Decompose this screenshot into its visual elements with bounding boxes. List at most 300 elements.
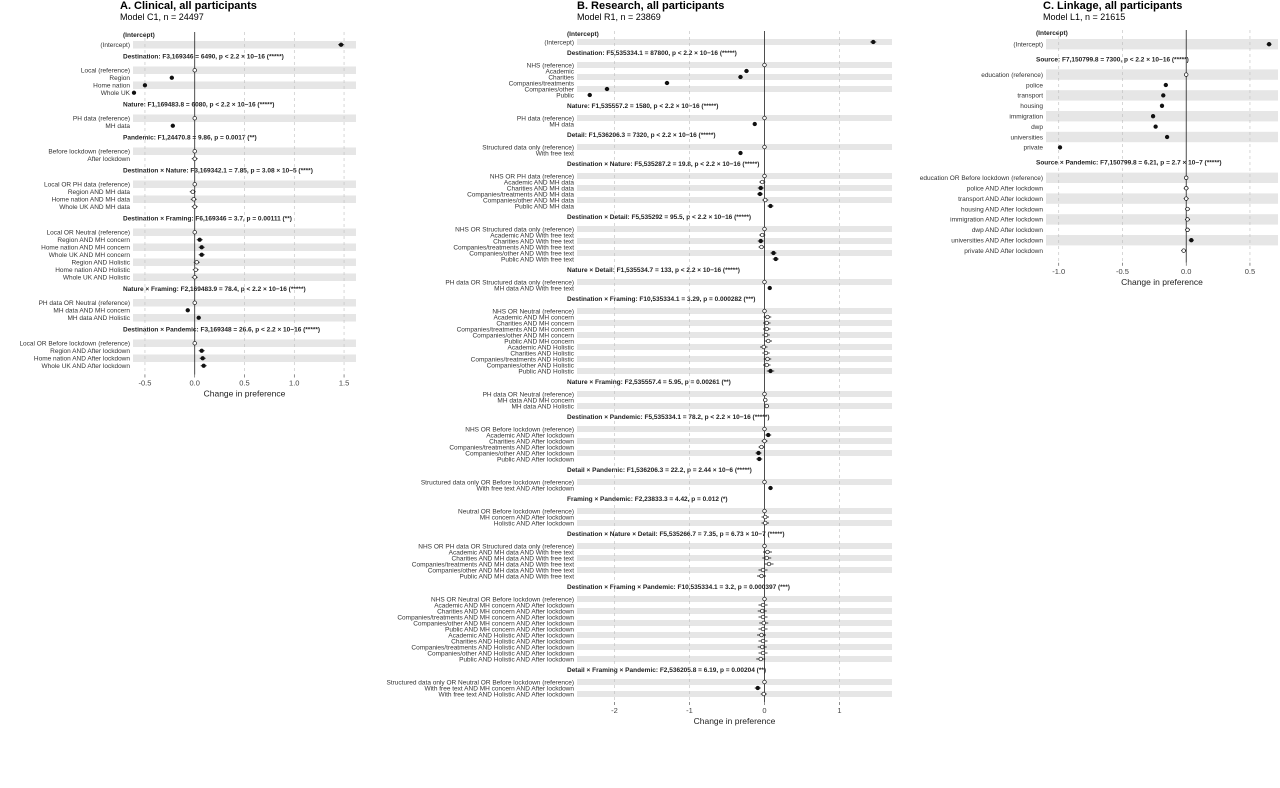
row-band: [577, 596, 892, 602]
estimate-point: [764, 351, 768, 355]
row-band: [577, 450, 892, 456]
estimate-point: [766, 357, 770, 361]
estimate-point: [195, 260, 199, 264]
row-band: [1046, 193, 1278, 203]
row-band: [577, 608, 892, 614]
row-label: Home nation AND After lockdown: [33, 355, 130, 363]
x-axis: [138, 375, 349, 399]
reference-point: [193, 68, 197, 72]
x-axis-title: Change in preference: [1121, 276, 1203, 287]
estimate-point: [761, 568, 765, 572]
estimate-point: [763, 515, 767, 519]
estimate-point: [753, 122, 757, 126]
group-header: Destination × Nature: F5,535287.2 = 19.8, p < 2.2 × 10−16 (*****): [567, 161, 760, 168]
row-label: Public AND MH data: [514, 203, 574, 211]
group-header: Nature × Framing: F2,169483.9 = 78.4, p < 2.2 × 10−16 (*****): [123, 286, 306, 293]
row-band: [577, 543, 892, 549]
row-bands: [1046, 39, 1278, 245]
row-label: Whole UK AND MH concern: [48, 252, 130, 260]
reference-point: [763, 309, 767, 313]
estimate-point: [588, 93, 592, 97]
group-header: Nature × Framing: F2,535557.4 = 5.95, p = 0.00261 (**): [567, 379, 731, 386]
row-label: Companies/treatments AND Holistic AND After lockdown: [411, 644, 574, 652]
group-header: Destination × Nature: F3,169342.1 = 7.85, p = 3.08 × 10−5 (****): [123, 167, 313, 175]
row-band: [577, 39, 892, 45]
row-label: PH data (reference): [72, 115, 130, 123]
estimate-point: [143, 83, 147, 87]
row-label: (Intercept): [1013, 41, 1043, 49]
tick-label: 0.5: [239, 378, 250, 388]
group-header: Destination: F5,535334.1 = 87800, p < 2.2 × 10−16 (*****): [567, 50, 737, 57]
estimate-point: [197, 316, 201, 320]
group-header: Source: F7,150799.8 = 7300, p < 2.2 × 10−16 (*****): [1036, 56, 1189, 64]
row-label: MH data: [105, 123, 130, 131]
row-label: Structured data only OR Neutral OR Before lockdown (reference): [386, 679, 574, 687]
group-header: Destination × Pandemic: F5,535334.1 = 78.2, p < 2.2 × 10−16 (*****): [567, 414, 770, 421]
group-header: Destination: F3,169346 = 6490, p < 2.2 × 10−16 (*****): [123, 53, 284, 61]
estimate-point: [1160, 104, 1164, 108]
group-header: (Intercept): [1036, 30, 1068, 37]
row-band: [577, 250, 892, 256]
row-band: [577, 567, 892, 573]
panel-title: A. Clinical, all participants: [120, 0, 257, 12]
row-label: NHS OR PH data OR Structured data only (reference): [418, 543, 574, 551]
estimate-point: [766, 339, 770, 343]
row-label: police AND After lockdown: [966, 185, 1043, 193]
row-label: Public AND Holistic: [518, 368, 574, 376]
reference-point: [763, 280, 767, 284]
forest-panel-1: [386, 0, 892, 726]
row-label: MH data AND Holistic: [67, 315, 130, 323]
tick-label: 0.0: [189, 378, 200, 388]
reference-point: [193, 341, 197, 345]
reference-point: [763, 116, 767, 120]
row-band: [577, 226, 892, 232]
reference-point: [763, 427, 767, 431]
estimate-point: [763, 398, 767, 402]
group-header: (Intercept): [123, 32, 155, 39]
group-header: Source × Pandemic: F7,150799.8 = 6.21, p = 2.7 × 10−7 (*****): [1036, 159, 1222, 167]
row-band: [577, 344, 892, 350]
estimate-point: [739, 75, 743, 79]
row-label: Region AND MH data: [67, 189, 130, 197]
reference-point: [193, 301, 197, 305]
forest-panel-2: [920, 0, 1278, 287]
row-label: MH data AND Holistic: [511, 403, 574, 411]
estimate-point: [1058, 146, 1062, 150]
group-header: Nature × Detail: F1,535534.7 = 133, p < 2.2 × 10−16 (*****): [567, 267, 740, 274]
row-label: Home nation AND MH concern: [41, 244, 130, 252]
row-label: Companies/treatments AND With free text: [453, 244, 574, 252]
group-header: Framing × Pandemic: F2,23833.3 = 4.42, p = 0.012 (*): [567, 496, 728, 503]
estimate-point: [1182, 249, 1186, 253]
estimate-point: [760, 180, 764, 184]
estimate-point: [766, 550, 770, 554]
reference-point: [763, 145, 767, 149]
row-band: [577, 173, 892, 179]
row-label: Home nation AND Holistic: [55, 267, 130, 275]
row-label: Charities AND After lockdown: [489, 438, 574, 446]
estimate-point: [760, 445, 764, 449]
reference-point: [193, 182, 197, 186]
estimate-point: [769, 204, 773, 208]
row-band: [577, 144, 892, 150]
row-band: [577, 279, 892, 285]
group-header: Destination × Framing: F6,169346 = 3.7, p = 0.00111 (**): [123, 215, 292, 223]
estimate-point: [768, 286, 772, 290]
estimate-point: [761, 627, 765, 631]
row-label: NHS (reference): [526, 62, 574, 70]
row-label: Public AND MH concern AND After lockdown: [445, 626, 574, 634]
tick-label: -0.5: [138, 378, 152, 388]
estimate-point: [605, 87, 609, 91]
estimate-point: [170, 76, 174, 80]
row-label: Academic AND After lockdown: [486, 432, 574, 440]
row-label: Charities AND MH concern AND After lockdown: [437, 608, 574, 616]
row-band: [577, 620, 892, 626]
tick-label: 1.0: [289, 378, 300, 388]
reference-point: [763, 392, 767, 396]
row-label: Companies/other AND MH concern AND After lockdown: [413, 620, 574, 628]
estimate-point: [763, 198, 767, 202]
row-label: Whole UK: [100, 90, 130, 98]
estimate-point: [765, 404, 769, 408]
reference-point: [763, 680, 767, 684]
row-label: Companies/other AND With free text: [469, 250, 574, 258]
x-axis: [611, 702, 841, 726]
row-band: [577, 520, 892, 526]
estimate-point: [759, 186, 763, 190]
row-label: Companies/other AND MH data AND With free text: [427, 567, 574, 575]
group-header: Detail: F1,536206.3 = 7320, p < 2.2 × 10−16 (*****): [567, 132, 716, 139]
estimate-point: [765, 327, 769, 331]
row-label: Public AND MH data AND With free text: [459, 573, 574, 581]
row-label: MH data AND MH concern: [497, 397, 574, 405]
row-label: housing AND After lockdown: [960, 206, 1043, 214]
x-axis: [1052, 263, 1255, 287]
row-band: [577, 115, 892, 121]
row-band: [577, 86, 892, 92]
row-label: With free text AND Holistic AND After lockdown: [438, 691, 574, 699]
row-label: private AND After lockdown: [964, 247, 1043, 255]
estimate-point: [762, 345, 766, 349]
group-header: Destination × Nature × Detail: F5,535266.7 = 7.35, p = 6.73 × 10−7 (*****): [567, 531, 785, 538]
row-band: [577, 479, 892, 485]
estimate-point: [766, 433, 770, 437]
row-band: [1046, 173, 1278, 183]
row-label: Local OR Before lockdown (reference): [19, 340, 130, 348]
group-header: (Intercept): [567, 31, 599, 38]
estimate-point: [774, 257, 778, 261]
row-band: [577, 368, 892, 374]
row-label: Public: [556, 92, 574, 100]
estimate-point: [739, 151, 743, 155]
row-label: Companies/other AND After lockdown: [465, 450, 574, 458]
row-label: Charities: [548, 74, 574, 82]
tick-label: 0.0: [1181, 266, 1192, 276]
row-band: [577, 62, 892, 68]
row-label: Neutral OR Before lockdown (reference): [458, 508, 574, 516]
row-label: Structured data only OR Before lockdown (reference): [420, 479, 574, 487]
row-label: Holistic AND After lockdown: [493, 520, 574, 528]
row-label: Charities AND Holistic AND After lockdown: [451, 638, 574, 646]
row-label: education (reference): [981, 71, 1043, 79]
reference-point: [763, 544, 767, 548]
estimate-point: [1164, 83, 1168, 87]
row-label: With free text AND MH concern AND After lockdown: [424, 685, 574, 693]
reference-point: [763, 63, 767, 67]
row-label: Academic AND With free text: [490, 232, 574, 240]
row-label: Academic AND MH data: [503, 179, 574, 187]
row-label: Public AND MH concern: [504, 338, 574, 346]
estimate-point: [1267, 42, 1271, 46]
estimate-point: [1184, 197, 1188, 201]
estimate-point: [1186, 228, 1190, 232]
row-label: police: [1026, 82, 1043, 90]
row-label: PH data OR Neutral (reference): [38, 300, 130, 308]
row-label: (Intercept): [544, 39, 574, 47]
estimate-point: [759, 239, 763, 243]
reference-point: [193, 149, 197, 153]
row-band: [577, 691, 892, 697]
estimate-point: [201, 356, 205, 360]
tick-label: -2: [611, 706, 618, 715]
estimate-point: [763, 521, 767, 525]
estimate-point: [745, 69, 749, 73]
panel-subtitle: Model L1, n = 21615: [1043, 12, 1126, 22]
group-header: Nature: F1,535557.2 = 1580, p < 2.2 × 10−16 (*****): [567, 103, 719, 110]
row-label: dwp: [1031, 123, 1043, 131]
group-header: Detail × Framing × Pandemic: F2,536205.8 = 6.19, p = 0.00204 (**): [567, 667, 767, 674]
group-header: Detail × Pandemic: F1,536206.3 = 22.2, p = 2.44 × 10−6 (*****): [567, 467, 752, 474]
group-header: Destination × Pandemic: F3,169348 = 26.6, p < 2.2 × 10−16 (*****): [123, 326, 321, 334]
row-label: Home nation AND MH data: [51, 196, 130, 204]
estimate-point: [766, 315, 770, 319]
estimate-point: [763, 439, 767, 443]
estimate-point: [761, 651, 765, 655]
estimate-point: [760, 233, 764, 237]
estimate-point: [194, 268, 198, 272]
estimate-point: [758, 192, 762, 196]
group-header: Destination × Detail: F5,535292 = 95.5, p < 2.2 × 10−16 (*****): [567, 214, 752, 221]
tick-label: -0.5: [1116, 266, 1129, 276]
estimate-point: [762, 621, 766, 625]
row-label: Academic AND MH concern AND After lockdown: [434, 602, 574, 610]
row-label: Region: [109, 75, 130, 83]
tick-label: -1.0: [1052, 266, 1066, 276]
estimate-point: [769, 369, 773, 373]
row-label: Charities AND MH data AND With free text: [451, 555, 574, 563]
estimate-point: [193, 205, 197, 209]
row-label: MH data AND MH concern: [53, 307, 130, 315]
row-label: Charities AND Holistic: [510, 350, 574, 358]
row-band: [1046, 39, 1278, 49]
row-band: [577, 426, 892, 432]
row-label: Local OR Neutral (reference): [46, 229, 130, 237]
row-label: With free text: [535, 150, 574, 158]
row-band: [577, 391, 892, 397]
row-label: Charities AND MH concern: [496, 320, 574, 328]
row-label: Before lockdown (reference): [48, 148, 130, 156]
row-label: Whole UK AND MH data: [59, 204, 130, 212]
estimate-point: [200, 253, 204, 257]
row-band: [577, 508, 892, 514]
estimate-point: [1186, 218, 1190, 222]
estimate-point: [339, 43, 343, 47]
row-label: Companies/treatments AND Holistic: [470, 356, 574, 364]
row-band: [577, 438, 892, 444]
estimate-point: [186, 308, 190, 312]
row-band: [577, 403, 892, 409]
row-label: Academic AND MH concern: [493, 314, 574, 322]
row-label: Companies/other: [524, 86, 574, 94]
row-label: Academic AND Holistic AND After lockdown: [448, 632, 574, 640]
estimate-point: [757, 457, 761, 461]
panel-title: B. Research, all participants: [577, 0, 725, 12]
row-band: [1046, 69, 1278, 79]
row-label: Local OR PH data (reference): [44, 181, 130, 189]
row-label: Academic: [545, 68, 574, 76]
estimate-point: [767, 562, 771, 566]
reference-point: [193, 230, 197, 234]
estimate-point: [1186, 207, 1190, 211]
row-band: [577, 308, 892, 314]
panel-title: C. Linkage, all participants: [1043, 0, 1183, 12]
row-label: Companies/treatments AND After lockdown: [449, 444, 574, 452]
row-label: universities: [1010, 134, 1043, 142]
estimate-point: [1184, 186, 1188, 190]
estimate-point: [1190, 238, 1194, 242]
row-label: With free text AND After lockdown: [476, 485, 574, 493]
gridlines: [1059, 30, 1250, 263]
estimate-point: [132, 91, 136, 95]
row-label: Charities AND MH data: [506, 185, 574, 193]
row-label: transport: [1017, 92, 1043, 100]
estimate-point: [765, 556, 769, 560]
estimate-point: [191, 190, 195, 194]
row-label: Region AND MH concern: [57, 237, 130, 245]
estimate-point: [772, 251, 776, 255]
row-label: PH data (reference): [516, 115, 574, 123]
row-label: Companies/other AND MH data: [482, 197, 574, 205]
row-label: NHS OR Neutral (reference): [492, 308, 574, 316]
estimate-point: [760, 245, 764, 249]
estimate-point: [193, 157, 197, 161]
row-label: Academic AND MH data AND With free text: [448, 549, 574, 557]
group-header: Pandemic: F1,24470.8 = 9.86, p = 0.0017 (**): [123, 134, 257, 142]
estimate-point: [760, 574, 764, 578]
estimate-point: [761, 639, 765, 643]
row-label: PH data OR Structured data only (reference): [445, 279, 574, 287]
row-band: [1046, 214, 1278, 224]
row-label: Companies/treatments AND MH data: [467, 191, 574, 199]
row-band: [577, 632, 892, 638]
reference-point: [763, 174, 767, 178]
row-label: Companies/treatments AND MH concern: [456, 326, 574, 334]
row-band: [577, 555, 892, 561]
tick-label: 1: [837, 706, 842, 715]
row-label: Companies/treatments: [508, 80, 574, 88]
row-label: Companies/other AND Holistic AND After lockdown: [427, 650, 574, 658]
row-label: Local (reference): [80, 67, 130, 75]
estimate-point: [202, 364, 206, 368]
row-label: (Intercept): [100, 42, 130, 50]
estimate-point: [1161, 94, 1165, 98]
row-band: [1046, 235, 1278, 245]
reference-point: [763, 480, 767, 484]
row-label: Whole UK AND Holistic: [62, 274, 130, 282]
row-label: After lockdown: [87, 156, 130, 164]
row-label: transport AND After lockdown: [958, 195, 1043, 203]
row-label: Public AND Holistic AND After lockdown: [459, 656, 574, 664]
row-label: MH concern AND After lockdown: [479, 514, 574, 522]
forest-panel-0: [19, 0, 356, 399]
row-label: Companies/other AND Holistic: [486, 362, 574, 370]
group-header: Destination × Framing × Pandemic: F10,535334.1 = 3.2, p = 0.000397 (***): [567, 584, 790, 591]
reference-point: [193, 116, 197, 120]
row-label: Charities AND With free text: [493, 238, 574, 246]
estimate-point: [665, 81, 669, 85]
estimate-point: [759, 657, 763, 661]
tick-label: 0.5: [1244, 266, 1256, 276]
row-label: Region AND After lockdown: [50, 348, 130, 356]
estimate-point: [761, 603, 765, 607]
row-band: [577, 197, 892, 203]
row-label: Whole UK AND After lockdown: [41, 363, 130, 371]
row-label: Companies/treatments AND MH data AND With free text: [411, 561, 574, 569]
row-band: [577, 644, 892, 650]
row-label: Home nation: [93, 82, 130, 90]
estimate-point: [200, 245, 204, 249]
estimate-point: [765, 363, 769, 367]
estimate-point: [762, 692, 766, 696]
row-label: Public AND With free text: [501, 256, 574, 264]
estimate-point: [760, 633, 764, 637]
estimate-point: [765, 321, 769, 325]
estimate-point: [192, 197, 196, 201]
row-label: Companies/treatments AND MH concern AND After lockdown: [397, 614, 574, 622]
panel-subtitle: Model C1, n = 24497: [120, 12, 204, 22]
row-band: [577, 356, 892, 362]
row-label: housing: [1020, 103, 1043, 111]
estimate-point: [756, 686, 760, 690]
row-label: immigration AND After lockdown: [950, 216, 1043, 224]
reference-point: [763, 597, 767, 601]
row-label: MH data AND With free text: [494, 285, 574, 293]
row-band: [577, 320, 892, 326]
row-label: NHS OR Neutral OR Before lockdown (reference): [430, 596, 574, 604]
estimate-point: [769, 486, 773, 490]
reference-point: [763, 227, 767, 231]
row-label: dwp AND After lockdown: [971, 227, 1043, 235]
group-header: Destination × Framing: F10,535334.1 = 3.29, p = 0.000282 (***): [567, 296, 756, 303]
estimate-point: [764, 333, 768, 337]
group-header: Nature: F1,169483.8 = 6080, p < 2.2 × 10−16 (*****): [123, 101, 275, 109]
estimate-point: [1154, 125, 1158, 129]
row-band: [577, 238, 892, 244]
row-band: [1046, 111, 1278, 121]
row-label: Region AND Holistic: [71, 259, 130, 267]
estimate-point: [198, 238, 202, 242]
estimate-point: [760, 609, 764, 613]
tick-label: 0: [762, 706, 767, 715]
row-label: universities AND After lockdown: [951, 237, 1043, 245]
row-label: MH data: [549, 121, 574, 129]
row-label: Companies/other AND MH concern: [472, 332, 574, 340]
row-label: NHS OR PH data (reference): [489, 173, 574, 181]
reference-point: [1184, 176, 1188, 180]
row-band: [577, 332, 892, 338]
